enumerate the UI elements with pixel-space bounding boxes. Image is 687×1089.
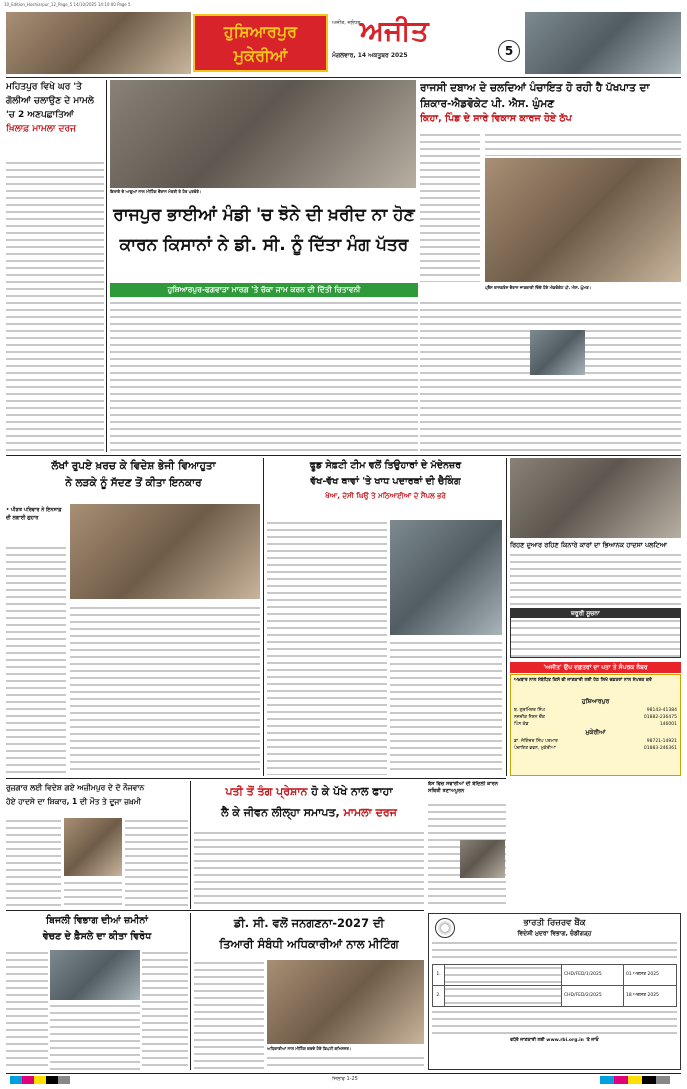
page-number-badge: 5 <box>498 40 520 62</box>
food-story-photo <box>390 520 502 635</box>
wife-story-headline-2-red: ਮਾਮਲਾ ਦਰਜ <box>339 806 397 819</box>
right-top-headline: ਰਾਜਸੀ ਦਬਾਅ ਦੇ ਚਲਦਿਆਂ ਪੰਚਾਇਤ ਹੋ ਰਹੀ ਹੈ ਪੱਖਪਾਤ ਦਾ ਸ਼ਿਕਾਰ-ਐਡਵੋਕੇਟ ਪੀ. ਐਸ. ਘੁੰਮਣ <box>420 82 650 110</box>
registration-marks-right <box>600 1076 670 1084</box>
registration-marks-left <box>10 1076 70 1084</box>
notice-box-dark <box>510 608 681 658</box>
office-1-row-1-value: 98143-41384 <box>646 708 677 713</box>
right-top-subhead-red: ਕਿਹਾ, <box>420 113 442 124</box>
rbi-row-1-desc <box>445 965 562 985</box>
food-truck-divider <box>506 458 507 776</box>
notice-box-body <box>511 618 680 658</box>
food-story-subhead: ਖੋਆ, ਦੇਸੀ ਘਿਉ ਤੇ ਮਠਿਆਈਆਂ ਦੇ ਸੈਂਪਲ ਭਰੇ <box>325 492 446 500</box>
masthead-title-plate <box>193 14 328 72</box>
bride-story-body-2 <box>70 605 260 775</box>
wife-story-headline-1-line <box>194 781 424 802</box>
groom-story-body <box>6 818 61 908</box>
main-story-headline-1: ਰਾਜਪੁਰ ਭਾਈਆਂ ਮੰਡੀ 'ਚ ਝੋਨੇ ਦੀ ਖ਼ਰੀਦ ਨਾ ਹੋਣ <box>113 205 415 225</box>
office-1-row-2-value: 01882-236475 <box>643 715 677 720</box>
right-top-body-2 <box>485 132 681 156</box>
truck-story-body <box>510 552 681 607</box>
section-divider-2 <box>6 778 506 779</box>
masthead-title: ਹੁਸ਼ਿਆਰਪੁਰ ਮੁਕੇਰੀਆਂ <box>223 22 298 65</box>
slug-line: 10_Edition_Hoshiarpur_12_Page_5 14/10/2025 14:10:00 Page 5 <box>4 2 131 7</box>
right-mid-body <box>420 300 681 452</box>
rbi-table <box>432 964 677 1007</box>
section-divider-3 <box>6 910 424 911</box>
rbi-row-2-no: 2. <box>433 986 445 1006</box>
masthead-date: ਮੰਗਲਵਾਰ, 14 ਅਕਤੂਬਰ 2025 <box>332 52 408 59</box>
food-story-headline-1: ਫੂਡ ਸੇਫ਼ਟੀ ਟੀਮ ਵਲੋਂ ਤਿਉਹਾਰਾਂ ਦੇ ਮੱਦੇਨਜ਼ਰ <box>309 460 462 471</box>
bottom-folio: ਜਿਲਾਵ 1-25 <box>332 1076 358 1082</box>
wife-story-headline-2: ਲੈ ਕੇ ਜੀਵਨ ਲੀਲ੍ਹਾ ਸਮਾਪਤ, <box>221 806 340 819</box>
main-story-headline-2: ਕਾਰਨ ਕਿਸਾਨਾਂ ਨੇ ਡੀ. ਸੀ. ਨੂੰ ਦਿੱਤਾ ਮੰਗ ਪੱਤਰ <box>119 235 409 255</box>
office-1-row-3-value: 146001 <box>659 722 677 727</box>
office-1-title: ਹੁਸ਼ਿਆਰਪੁਰ <box>581 698 610 705</box>
wife-story-body <box>194 830 424 908</box>
office-2-row-2-label: ਪੰਚਾਇਤ ਭਵਨ, ਮੁਕੇਰੀਆਂ <box>514 746 556 751</box>
office-2-title: ਮੁਕੇਰੀਆਂ <box>585 729 606 736</box>
main-story-banner: ਹੁਸ਼ਿਆਰਪੁਰ-ਫਗਵਾੜਾ ਮਾਰਗ 'ਤੇ ਚੱਕਾ ਜਾਮ ਕਰਨ ਦੀ ਦਿੱਤੀ ਚਿਤਾਵਨੀ <box>110 283 418 297</box>
right-mid-photo-small <box>530 330 585 375</box>
office-2-row-1 <box>514 738 677 745</box>
masthead-brand: ਅਜੀਤ <box>360 14 429 47</box>
section-divider-1 <box>6 455 681 456</box>
masthead-photo-right <box>525 12 681 74</box>
rbi-title: ਭਾਰਤੀ ਰਿਜ਼ਰਵ ਬੈਂਕ <box>523 918 586 928</box>
dc-story-body <box>194 960 264 1070</box>
small-right-photo <box>460 840 505 878</box>
groom-story <box>6 781 188 817</box>
rbi-advertisement <box>428 913 681 1070</box>
rbi-row-1-date: 01 ਅਗਸਤ 2025 <box>626 972 659 977</box>
right-top-body <box>420 132 480 282</box>
press-conference-photo <box>485 158 681 282</box>
masthead-divider <box>6 77 681 78</box>
rbi-row-1-ref: CHD/FED/1/2025 <box>562 965 624 985</box>
food-story-headline-2: ਵੱਖ-ਵੱਖ ਥਾਵਾਂ 'ਤੇ ਖਾਧ ਪਦਾਰਥਾਂ ਦੀ ਚੈਕਿੰਗ <box>310 476 461 487</box>
groom-story-body-3 <box>64 880 122 908</box>
bottom-rule <box>6 1073 681 1074</box>
small-right-headline: ਬੱਸ ਵਿਚ ਸਵਾਰੀਆਂ ਦੀ ਬੇਦਿਲੀ ਕਾਰਨ ਸਥਿਤੀ ਤਣਾਅਪੂਰਨ <box>428 781 499 794</box>
food-story <box>267 458 504 518</box>
electric-dc-divider <box>190 913 191 1070</box>
bride-story-bullet: • ਪੀੜਤ ਪਰਿਵਾਰ ਨੇ ਇਨਸਾਫ਼ ਦੀ ਲਗਾਈ ਗੁਹਾਰ <box>6 507 62 521</box>
electric-story-body-3 <box>50 1003 140 1070</box>
groom-story-body-2 <box>125 818 188 908</box>
rbi-intro-body <box>432 940 677 962</box>
right-top-subhead: ਪਿੰਡ ਦੇ ਸਾਰੇ ਵਿਕਾਸ ਕਾਰਜ ਹੋਏ ਠੱਪ <box>445 113 572 124</box>
groom-wife-divider <box>190 781 191 909</box>
wife-story-headline-2-line <box>194 802 424 823</box>
main-story-headline-block <box>110 200 418 280</box>
rbi-footer-body <box>432 1009 677 1037</box>
dc-story-headline-2: ਤਿਆਰੀ ਸੰਬੰਧੀ ਅਧਿਕਾਰੀਆਂ ਨਾਲ ਮੀਟਿੰਗ <box>219 937 399 951</box>
truck-story-headline: ਰਿਹਣ ਦੁਆਰ ਰਹਿਣ ਕਿਨਾਰੇ ਕਾਰਾਂ ਦਾ ਭਿਆਨਕ ਹਾਦਸਾ ਪਲਟਿਆ <box>510 541 667 549</box>
food-story-body-2 <box>390 640 502 775</box>
main-story-body <box>110 300 418 452</box>
contact-title-bar: 'ਅਜੀਤ' ਉਪ ਦਫ਼ਤਰਾਂ ਦਾ ਪਤਾ ਤੇ ਸੰਪਰਕ ਨੰਬਰ <box>510 662 681 673</box>
office-2-row-2-value: 01883-246361 <box>643 746 677 751</box>
food-story-body <box>267 520 387 775</box>
dc-story <box>194 913 424 957</box>
right-top-story <box>420 80 681 130</box>
left-story-body <box>6 160 104 452</box>
rbi-row-2-desc <box>445 986 562 1006</box>
electric-story <box>6 913 188 947</box>
electric-story-headline-1: ਬਿਜਲੀ ਵਿਭਾਗ ਦੀਆਂ ਜ਼ਮੀਨਾਂ <box>46 915 148 926</box>
office-1-row-3 <box>514 721 677 728</box>
rbi-row-2-ref: CHD/FED/2/2025 <box>562 986 624 1006</box>
office-1-row-1-label: ਬ. ਗੁਰਮਿੰਦਰ ਸਿੰਘ <box>514 708 545 713</box>
wife-story-headline-1: ਹੋ ਕੇ ਪੱਖੇ ਨਾਲ ਫਾਹਾ <box>307 785 393 798</box>
dc-story-caption: ਅਧਿਕਾਰੀਆਂ ਨਾਲ ਮੀਟਿੰਗ ਕਰਦੇ ਹੋਏ ਡਿਪਟੀ ਕਮਿਸ਼ਨਰ। <box>267 1046 352 1051</box>
notice-box-title: ਜ਼ਰੂਰੀ ਸੂਚਨਾ <box>511 609 680 618</box>
left-story-subhead: ਖ਼ਿਲਾਫ਼ ਮਾਮਲਾ ਦਰਜ <box>6 124 76 134</box>
office-2-row-1-value: 98721-14921 <box>646 739 677 744</box>
electric-story-photo <box>50 950 140 1000</box>
left-story <box>6 80 104 452</box>
rbi-row-1 <box>433 965 676 986</box>
masthead-photo-left <box>6 12 191 74</box>
electric-story-body-2 <box>142 950 188 1070</box>
dc-story-body-2 <box>267 1055 424 1070</box>
truck-accident-photo <box>510 458 681 538</box>
dc-story-headline-1: ਡੀ. ਸੀ. ਵਲੋਂ ਜਨਗਣਨਾ-2027 ਦੀ <box>233 916 385 930</box>
contact-box <box>510 674 681 776</box>
rbi-emblem-icon <box>435 918 455 938</box>
dc-meeting-photo <box>267 960 424 1044</box>
wife-story <box>194 781 424 829</box>
office-1-row-2-label: ਨਜ਼ਦੀਕ ਸੈਸ਼ਨ ਚੌਂਕ <box>514 715 545 720</box>
electric-story-body <box>6 950 48 1070</box>
bride-story <box>6 458 261 508</box>
rbi-footer: ਵਧੇਰੇ ਜਾਣਕਾਰੀ ਲਈ www.rbi.org.in 'ਤੇ ਜਾਓ <box>510 1038 599 1043</box>
contact-intro: ਅਖ਼ਬਾਰ ਨਾਲ ਸੰਬੰਧਿਤ ਕਿਸੇ ਵੀ ਜਾਣਕਾਰੀ ਲਈ ਹੇਠ ਲਿਖੇ ਦਫ਼ਤਰਾਂ ਨਾਲ ਸੰਪਰਕ ਕਰੋ <box>514 678 652 683</box>
office-1-row-2 <box>514 714 677 721</box>
office-1-row-1 <box>514 707 677 714</box>
bride-story-headline-2: ਨੇ ਲੜਕੇ ਨੂੰ ਸੱਦਣ ਤੋਂ ਕੀਤਾ ਇਨਕਾਰ <box>65 477 202 489</box>
wife-story-headline-1-red: ਪਤੀ ਤੋਂ ਤੰਗ ਪ੍ਰੇਸ਼ਾਨ <box>225 785 308 798</box>
right-top-subhead-line <box>420 112 681 126</box>
rbi-row-2-date: 18 ਅਗਸਤ 2025 <box>626 993 659 998</box>
rbi-subtitle: ਵਿਦੇਸ਼ੀ ਮੁਦਰਾ ਵਿਭਾਗ, ਚੰਡੀਗੜ੍ਹ <box>517 930 592 937</box>
office-1-row-3-label: ਪਿੰਨ ਕੋਡ <box>514 722 529 727</box>
groom-story-headline-1: ਰੁਜ਼ਗਾਰ ਲਈ ਵਿਦੇਸ਼ ਗਏ ਅਜ਼ੀਮਪੁਰ ਦੇ ਦੋ ਨੌਜਵਾਨ <box>6 783 145 792</box>
bride-story-headline-1: ਲੱਖਾਂ ਰੁਪਏ ਖ਼ਰਚ ਕੇ ਵਿਦੇਸ਼ ਭੇਜੀ ਵਿਆਹੁਤਾ <box>51 460 216 472</box>
groom-story-headline-2: ਹੋਏ ਹਾਦਸੇ ਦਾ ਸ਼ਿਕਾਰ, 1 ਦੀ ਮੌਤ ਤੇ ਦੂਜਾ ਜ਼ਖ਼ਮੀ <box>6 797 141 806</box>
electric-story-headline-2: ਵੇਚਣ ਦੇ ਫ਼ੈਸਲੇ ਦਾ ਕੀਤਾ ਵਿਰੋਧ <box>42 931 152 942</box>
bride-story-body <box>6 545 66 775</box>
bride-food-divider <box>263 458 264 776</box>
left-story-headline: ਮਹਿਤਪੁਰ ਵਿਖੇ ਘਰ 'ਤੇ ਗੋਲੀਆਂ ਚਲਾਉਣ ਦੇ ਮਾਮਲੇ 'ਚ 2 ਅਣਪਛਾਤਿਆਂ <box>6 82 94 120</box>
office-2-row-2 <box>514 745 677 752</box>
office-2-row-1-label: ਡਾ. ਜੋਗਿੰਦਰ ਸਿੰਘ ਪਰਮਾਰ <box>514 739 558 744</box>
rbi-row-1-no: 1. <box>433 965 445 985</box>
right-mid-caption: ਪ੍ਰੈੱਸ ਕਾਨਫ਼ਰੰਸ ਦੌਰਾਨ ਜਾਣਕਾਰੀ ਦਿੰਦੇ ਹੋਏ ਐਡਵੋਕੇਟ ਪੀ. ਐਸ. ਘੁੰਮਣ। <box>485 285 592 290</box>
top-photo-caption: ਇਲਾਕੇ ਦੇ ਆਗੂਆਂ ਨਾਲ ਮੀਟਿੰਗ ਦੌਰਾਨ ਮੰਤਰੀ ਤੇ ਹੋਰ ਪਤਵੰਤੇ। <box>110 189 202 194</box>
left-column-divider <box>106 80 107 452</box>
rbi-row-2 <box>433 986 676 1006</box>
masthead-brand-prefix: ਅਜੀਤ, ਜਲੰਧਰ <box>332 20 361 26</box>
masthead-brand-block <box>332 14 512 72</box>
top-group-photo <box>110 80 416 188</box>
groom-story-photo <box>64 818 122 876</box>
bride-story-photo <box>70 504 260 599</box>
